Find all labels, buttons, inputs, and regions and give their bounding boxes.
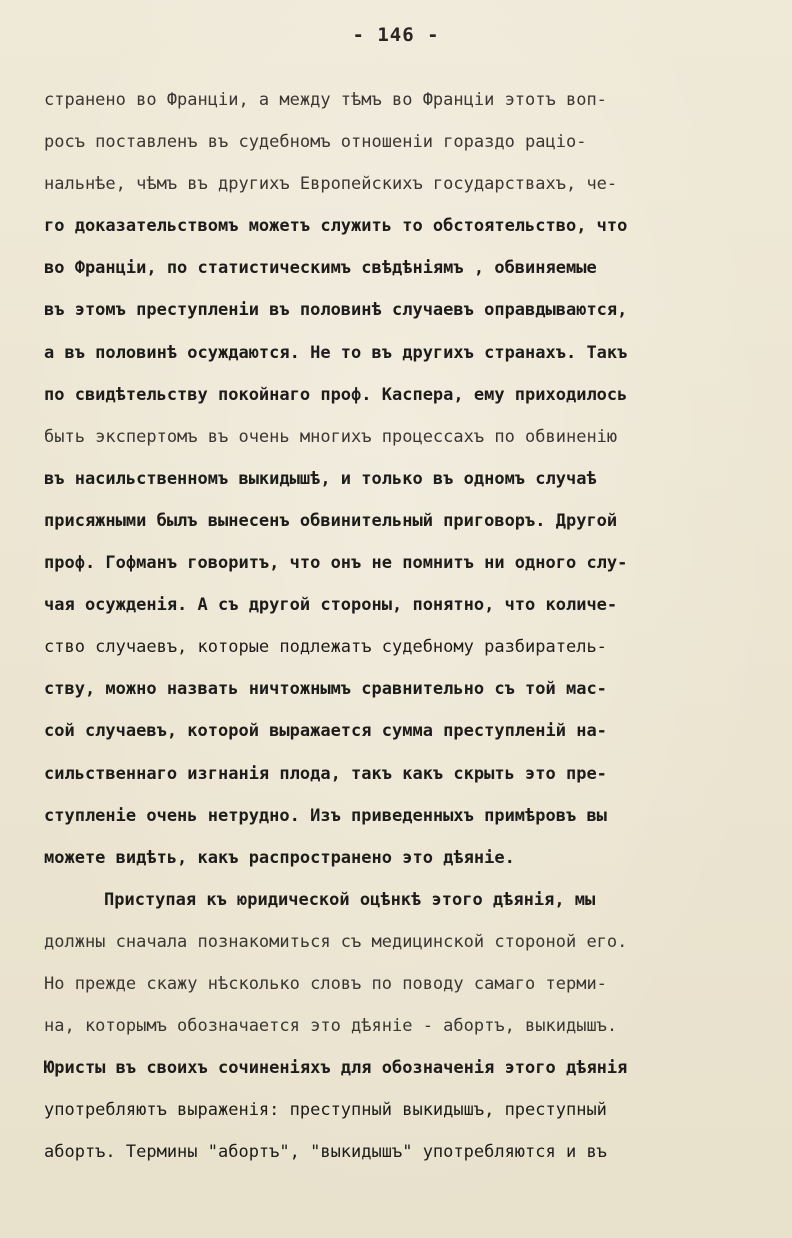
text-line: въ этомъ преступленіи въ половинѣ случаевъ оправдываются, (44, 300, 628, 321)
text-line: странено во Франціи, а между тѣмъ во Франціи этотъ воп- (44, 90, 607, 110)
text-line: нальнѣе, чѣмъ въ другихъ Европейскихъ государствахъ, че- (44, 174, 618, 195)
text-line: го доказательствомъ можетъ служить то обстоятельство, что (44, 216, 628, 237)
text-line: сой случаевъ, которой выражается сумма преступленій на- (44, 721, 607, 742)
text-line: употребляютъ выраженія: преступный выкидышъ, преступный (44, 1100, 607, 1121)
text-line: по свидѣтельству покойнаго проф. Каспера, ему приходилось (44, 384, 628, 405)
text-line: въ насильственномъ выкидышѣ, и только въ одномъ случаѣ (44, 468, 597, 489)
text-line: быть экспертомъ въ очень многихъ процессахъ по обвиненію (44, 426, 618, 447)
text-line: росъ поставленъ въ судебномъ отношеніи гораздо раціо- (44, 132, 587, 153)
text-line: во Франціи, по статистическимъ свѣдѣніямъ , обвиняемые (44, 258, 597, 279)
text-line: сильственнаго изгнанія плода, такъ какъ скрыть это пре- (44, 763, 607, 784)
page-number: - 146 - (352, 24, 440, 46)
text-line: ству, можно назвать ничтожнымъ сравнительно съ той мас- (44, 679, 607, 700)
text-line: Но прежде скажу нѣсколько словъ по поводу самаго терми- (44, 973, 607, 994)
text-line: проф. Гофманъ говоритъ, что онъ не помнитъ ни одного слу- (44, 553, 628, 574)
text-line: присяжными былъ вынесенъ обвинительный приговоръ. Другой (44, 510, 618, 531)
text-line: можете видѣть, какъ распространено это дѣяніе. (44, 847, 515, 868)
text-line: Юристы въ своихъ сочиненіяхъ для обозначенія этого дѣянія (44, 1058, 628, 1079)
text-line: на, которымъ обозначается это дѣяніе - абортъ, выкидышъ. (44, 1016, 618, 1037)
text-line: абортъ. Термины "абортъ", "выкидышъ" употребляются и въ (44, 1142, 607, 1163)
paragraph-first-line: Приступая къ юридической оцѣнкѣ этого дѣянія, мы (104, 889, 596, 910)
text-body (44, 86, 774, 1180)
text-line: а въ половинѣ осуждаются. Не то въ другихъ странахъ. Такъ (44, 342, 628, 363)
text-line: ступленіе очень нетрудно. Изъ приведенныхъ примѣровъ вы (44, 805, 607, 826)
text-line: ство случаевъ, которые подлежатъ судебному разбиратель- (44, 637, 607, 658)
text-line: чая осужденія. А съ другой стороны, понятно, что количе- (44, 595, 618, 616)
text-line: должны сначала познакомиться съ медицинской стороной его. (44, 931, 628, 952)
